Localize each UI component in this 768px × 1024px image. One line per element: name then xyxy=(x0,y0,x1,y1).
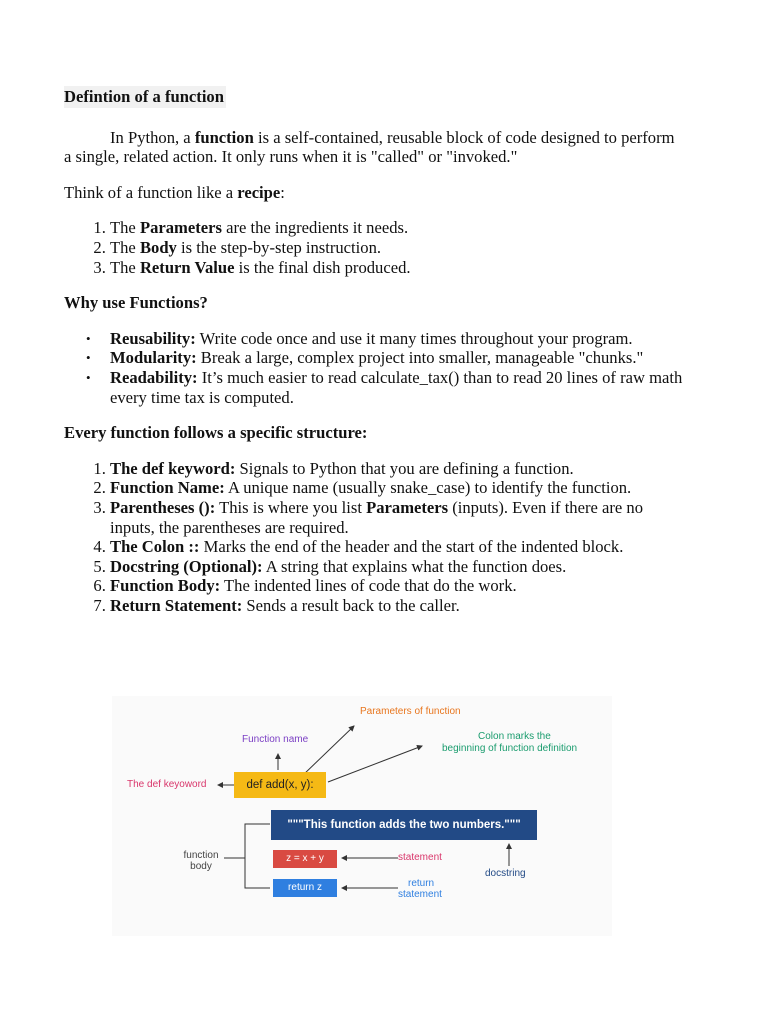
list-item: 7. Return Statement: Sends a result back to the caller. xyxy=(110,596,684,616)
recipe-list xyxy=(64,218,684,277)
function-keyword: function xyxy=(194,127,254,147)
bullet-icon: • xyxy=(86,350,91,366)
function-name-label: Function name xyxy=(242,734,309,745)
colon-label-line1: Colon marks the xyxy=(478,731,551,742)
list-item: 5. Docstring (Optional): A string that explains what the function does. xyxy=(110,557,684,577)
statement-label: statement xyxy=(398,852,442,863)
docstring-code-box: """This function adds the two numbers.""" xyxy=(271,810,537,840)
colon-label-line2: beginning of function definition xyxy=(442,743,578,754)
statement-code-box: z = x + y xyxy=(273,850,337,868)
return-label-line2: statement xyxy=(398,889,442,900)
list-item: • Reusability: Write code once and use it many times throughout your program. xyxy=(86,328,633,348)
body-bracket xyxy=(245,824,270,888)
structure-heading: Every function follows a specific structure: xyxy=(64,423,368,443)
bullet-icon: • xyxy=(86,369,91,385)
docstring-label: docstring xyxy=(485,868,526,879)
list-item: 1. The def keyword: Signals to Python that you are defining a function. xyxy=(110,459,684,479)
parameters-label: Parameters of function xyxy=(360,706,461,717)
list-item: • Readability: It’s much easier to read calculate_tax() than to read 20 lines of raw math every time tax is computed. xyxy=(86,367,683,407)
list-item: 6. Function Body: The indented lines of code that do the work. xyxy=(110,576,684,596)
list-item: 2. Function Name: A unique name (usually snake_case) to identify the function. xyxy=(110,478,684,498)
document-body xyxy=(64,86,684,615)
list-item: 4. The Colon :: Marks the end of the header and the start of the indented block. xyxy=(110,537,684,557)
intro-paragraph: In Python, a function is a self-contained, reusable block of code designed to perform a single, related action. It only runs when it is "called" or "invoked." xyxy=(64,127,675,167)
list-item: 1. The Parameters are the ingredients it needs. xyxy=(110,218,684,238)
page-title: Defintion of a function xyxy=(64,87,224,106)
def-code-box: def add(x, y): xyxy=(234,772,326,798)
structure-list xyxy=(64,459,684,616)
body-label-line2: body xyxy=(190,861,212,872)
def-keyword-label: The def keyoword xyxy=(127,779,207,790)
body-label-line1: function xyxy=(183,850,219,861)
colon-arrow xyxy=(328,746,422,782)
list-item: 2. The Body is the step-by-step instruction. xyxy=(110,238,684,258)
list-item: • Modularity: Break a large, complex project into smaller, manageable "chunks." xyxy=(86,348,644,368)
function-anatomy-diagram xyxy=(112,696,612,936)
list-item: 3. Parentheses (): This is where you list Parameters (inputs). Even if there are no inputs, the parentheses are required. xyxy=(110,498,684,537)
why-heading: Why use Functions? xyxy=(64,293,208,313)
recipe-paragraph: Think of a function like a recipe: xyxy=(64,182,285,202)
bullet-icon: • xyxy=(86,330,91,346)
list-item: 3. The Return Value is the final dish produced. xyxy=(110,258,684,278)
return-code-box: return z xyxy=(273,879,337,897)
why-list xyxy=(64,329,684,407)
parameters-arrow xyxy=(302,726,354,776)
return-label-line1: return xyxy=(408,878,435,889)
